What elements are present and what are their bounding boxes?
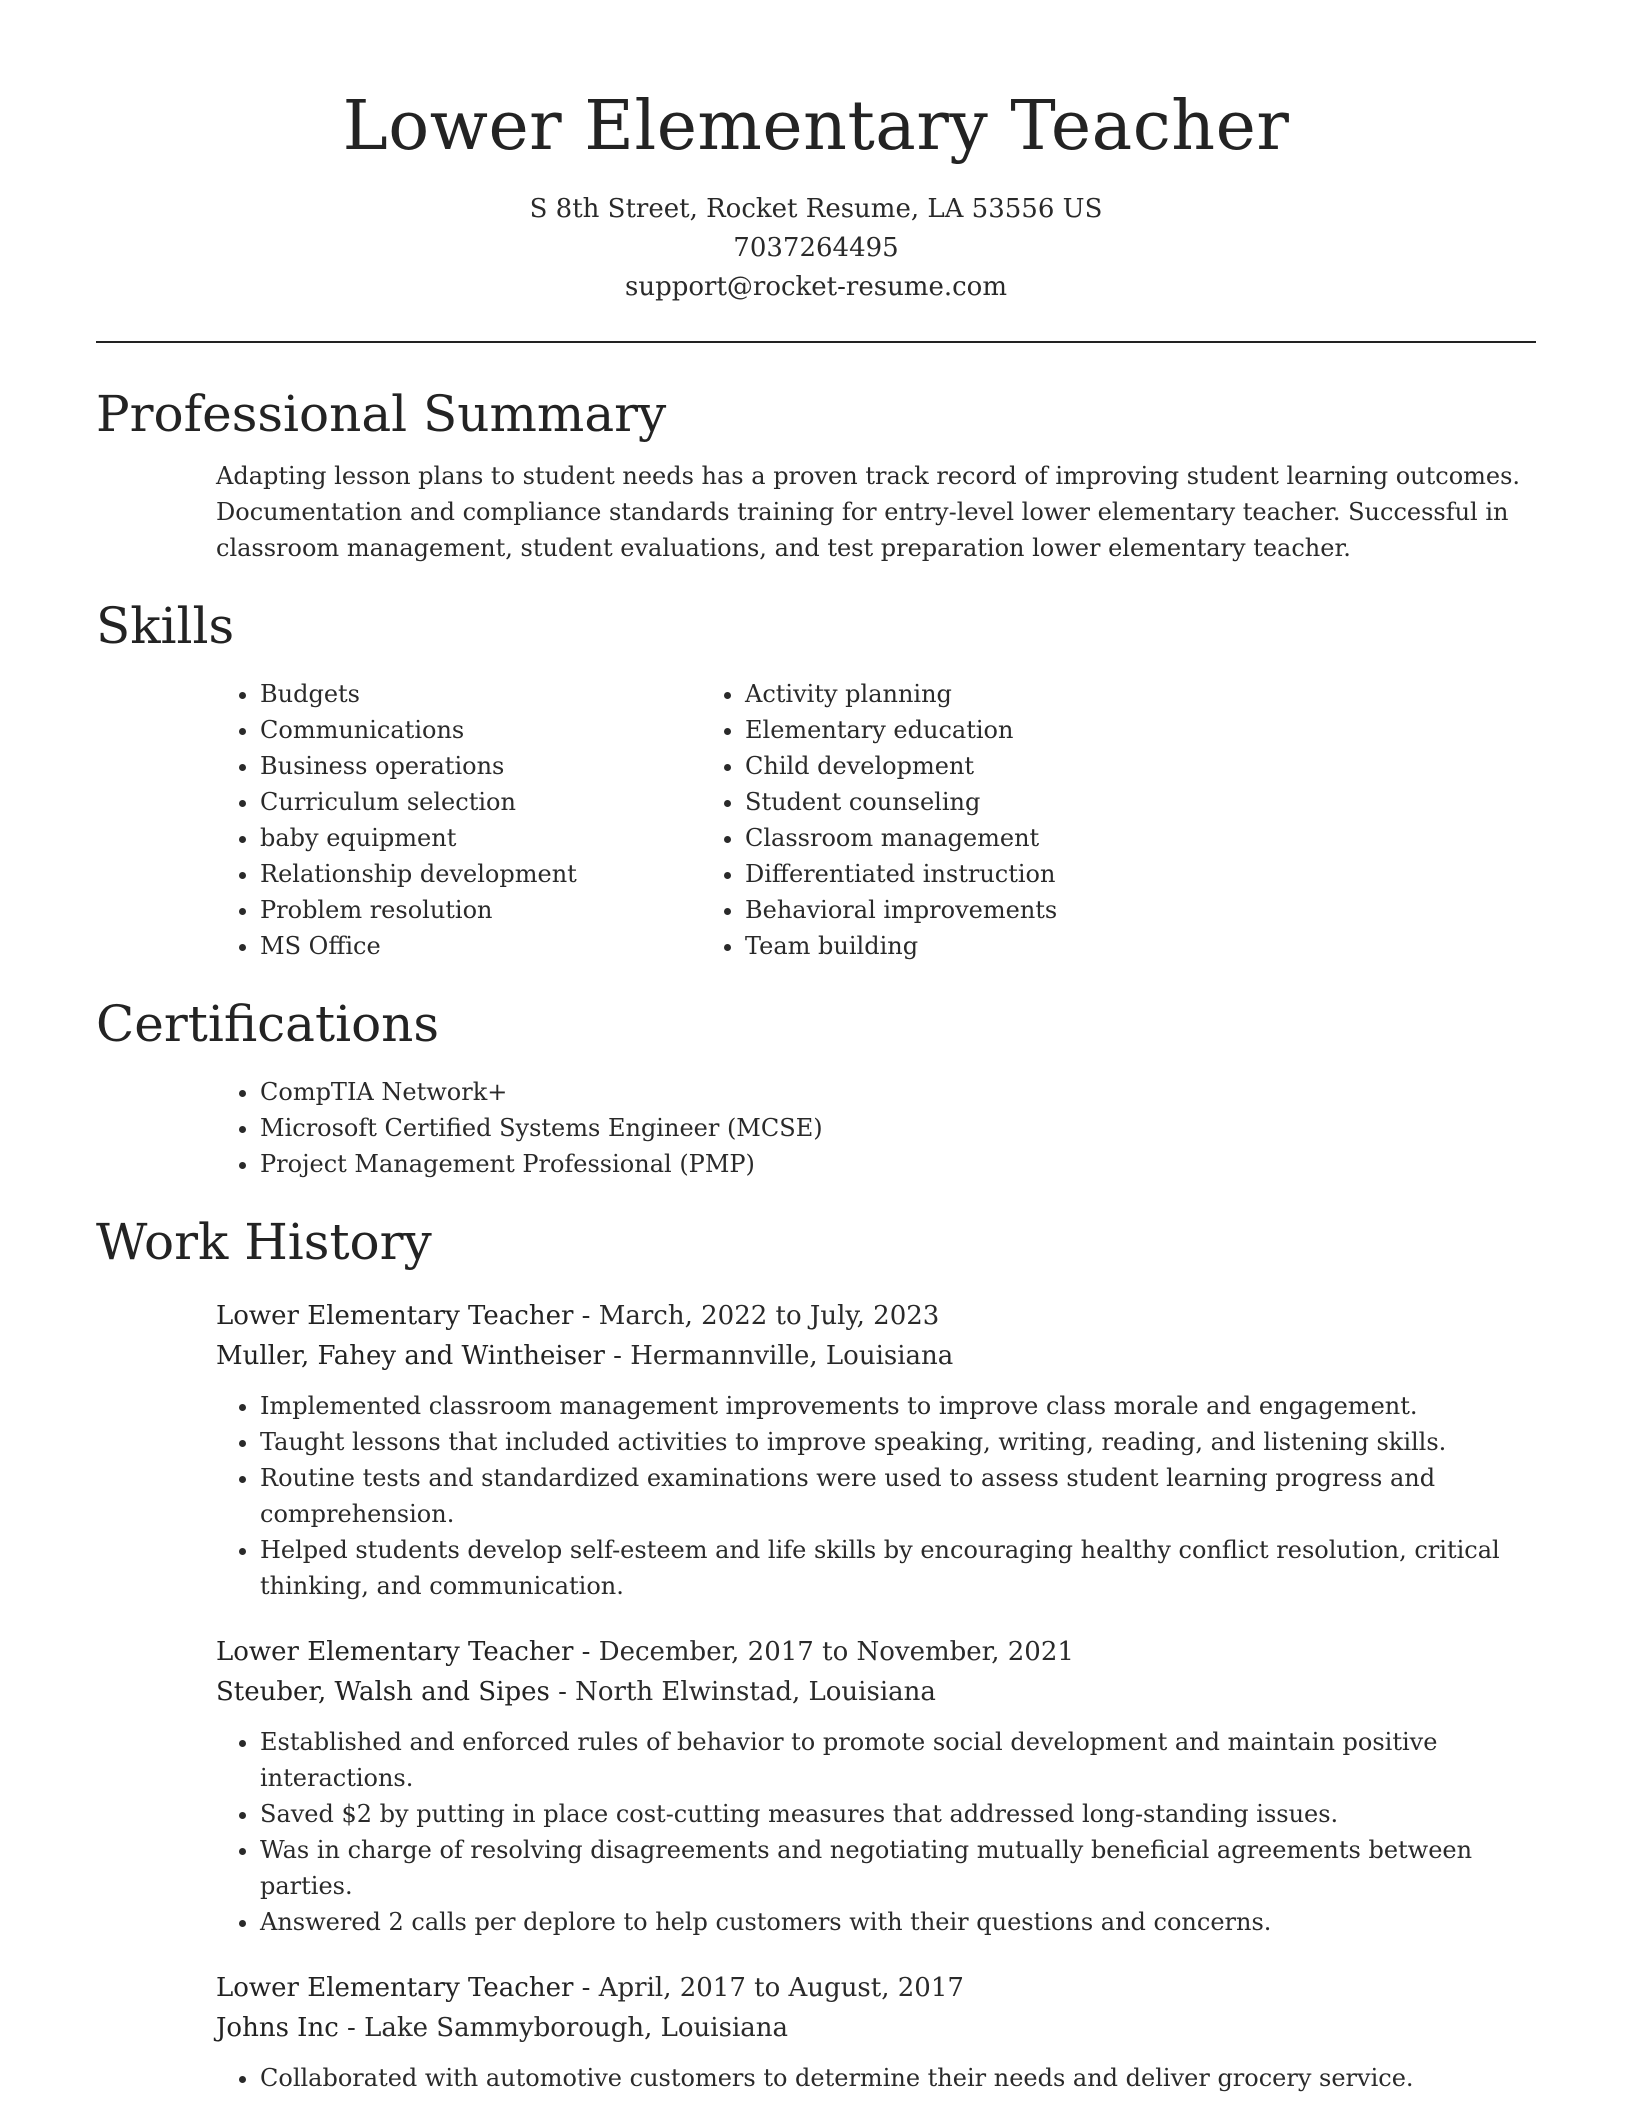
job-title: Lower Elementary Teacher	[216, 1301, 574, 1331]
skill-item: • Child development	[745, 748, 1395, 784]
skill-item: • Classroom management	[745, 820, 1395, 856]
skill-item: • Student counseling	[745, 784, 1395, 820]
job-dates: December, 2017 to November, 2021	[598, 1637, 1074, 1667]
job-location: Hermannville, Louisiana	[630, 1341, 954, 1371]
job-title-line: Lower Elementary Teacher - March, 2022 to July, 2023	[216, 1301, 940, 1331]
skill-item: • Communications	[260, 712, 745, 748]
summary-heading: Professional Summary	[96, 385, 667, 443]
skills-section	[96, 590, 1536, 964]
job-company: Johns Inc	[216, 2013, 339, 2043]
skill-item: • MS Office	[260, 928, 745, 964]
job-bullet: • Taught lessons that included activities to improve speaking, writing, reading, and listening skills.	[260, 1424, 1540, 1460]
job-dates: March, 2022 to July, 2023	[598, 1301, 940, 1331]
job-dates: April, 2017 to August, 2017	[598, 1973, 964, 2003]
job-location: Lake Sammyborough, Louisiana	[364, 2013, 789, 2043]
summary-section	[96, 378, 1536, 566]
job-bullet: • Routine tests and standardized examinations were used to assess student learning progress and comprehension.	[260, 1460, 1540, 1532]
candidate-name: Lower Elementary Teacher	[342, 87, 1290, 166]
job-title: Lower Elementary Teacher	[216, 1973, 574, 2003]
job-entry	[96, 1632, 1536, 1940]
job-entry	[96, 1968, 1536, 2096]
job-company-line: Steuber, Walsh and Sipes - North Elwinstad, Louisiana	[216, 1677, 936, 1707]
skill-item: • Relationship development	[260, 856, 745, 892]
job-entry	[96, 1296, 1536, 1604]
skill-item: • Team building	[745, 928, 1395, 964]
skill-item: • Elementary education	[745, 712, 1395, 748]
contact-address: S 8th Street, Rocket Resume, LA 53556 US	[529, 194, 1103, 224]
skill-item: • Differentiated instruction	[745, 856, 1395, 892]
job-company-line: Muller, Fahey and Wintheiser - Hermannville, Louisiana	[216, 1341, 954, 1371]
skill-item: • Problem resolution	[260, 892, 745, 928]
header-divider	[96, 341, 1536, 343]
certifications-list	[96, 1074, 1536, 1182]
job-location: North Elwinstad, Louisiana	[575, 1677, 936, 1707]
skill-item: • Behavioral improvements	[745, 892, 1395, 928]
job-title-line: Lower Elementary Teacher - December, 2017 to November, 2021	[216, 1637, 1074, 1667]
certification-item: • Project Management Professional (PMP)	[260, 1146, 1536, 1182]
job-bullet: • Saved $2 by putting in place cost-cutting measures that addressed long-standing issues.	[260, 1796, 1540, 1832]
work-history-section	[96, 1206, 1536, 2096]
job-bullet: • Implemented classroom management improvements to improve class morale and engagement.	[260, 1388, 1540, 1424]
job-bullets	[96, 1388, 1540, 1604]
skills-list-left	[96, 676, 745, 964]
contact-info	[0, 190, 1632, 307]
summary-text: Adapting lesson plans to student needs has a proven track record of improving student learning outcomes. Documentation and compliance standards training for entry-level lower elementary teacher. Successful in classroom management, student evaluations, and test preparation lower elementary teacher.	[216, 462, 1521, 562]
certification-item: • CompTIA Network+	[260, 1074, 1536, 1110]
job-title: Lower Elementary Teacher	[216, 1637, 574, 1667]
skills-heading: Skills	[96, 597, 235, 655]
certifications-heading: Certifications	[96, 995, 440, 1053]
certification-item: • Microsoft Certified Systems Engineer (MCSE)	[260, 1110, 1536, 1146]
job-bullets	[96, 1724, 1540, 1940]
resume-header	[0, 82, 1632, 307]
job-company: Muller, Fahey and Wintheiser	[216, 1341, 605, 1371]
skill-item: • Activity planning	[745, 676, 1395, 712]
job-bullet: • Was in charge of resolving disagreements and negotiating mutually beneficial agreements between parties.	[260, 1832, 1540, 1904]
contact-email[interactable]: support@rocket-resume.com	[624, 272, 1007, 302]
skill-item: • Business operations	[260, 748, 745, 784]
skills-list-right	[745, 676, 1395, 964]
contact-phone[interactable]: 7037264495	[733, 233, 899, 263]
job-title-line: Lower Elementary Teacher - April, 2017 to August, 2017	[216, 1973, 964, 2003]
skill-item: • Curriculum selection	[260, 784, 745, 820]
job-bullet: • Answered 2 calls per deplore to help customers with their questions and concerns.	[260, 1904, 1540, 1940]
work-history-heading: Work History	[96, 1213, 432, 1271]
skill-item: • baby equipment	[260, 820, 745, 856]
job-bullet: • Collaborated with automotive customers to determine their needs and deliver grocery service.	[260, 2060, 1540, 2096]
job-bullet: • Helped students develop self-esteem and life skills by encouraging healthy conflict resolution, critical thinking, and communication.	[260, 1532, 1540, 1604]
job-company-line: Johns Inc - Lake Sammyborough, Louisiana	[216, 2013, 789, 2043]
job-bullet: • Established and enforced rules of behavior to promote social development and maintain positive interactions.	[260, 1724, 1540, 1796]
certifications-section	[96, 988, 1536, 1182]
job-bullets	[96, 2060, 1540, 2096]
skills-columns	[96, 676, 1536, 964]
job-company: Steuber, Walsh and Sipes	[216, 1677, 550, 1707]
resume-body	[96, 378, 1536, 2096]
skill-item: • Budgets	[260, 676, 745, 712]
